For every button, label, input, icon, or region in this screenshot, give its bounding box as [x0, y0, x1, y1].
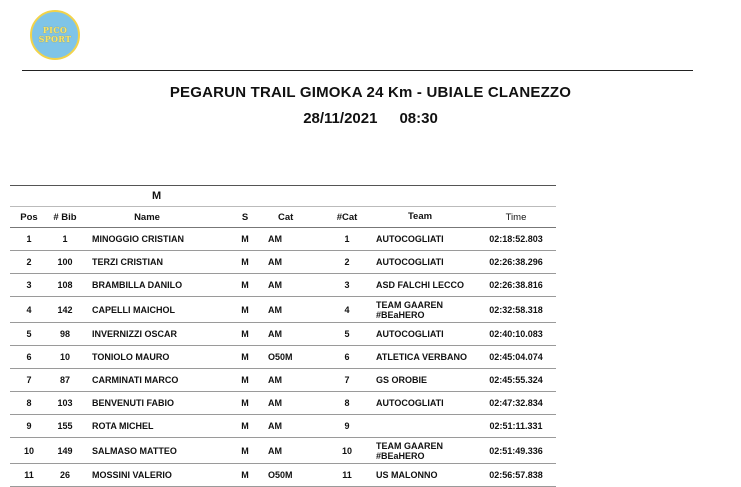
cell-cat-pos: 1: [344, 234, 350, 244]
logo-text-line1: PICO: [42, 25, 68, 35]
cell-sex: M: [241, 398, 249, 408]
event-date: 28/11/2021: [303, 110, 378, 127]
cell-pos: 7: [26, 375, 32, 385]
group-label: M: [152, 190, 162, 202]
cell-cat-pos: 4: [344, 304, 350, 315]
logo-text-line2: SPORT: [38, 34, 72, 44]
header-cat-pos: #Cat: [336, 211, 358, 223]
table-row: [10, 392, 556, 415]
cell-cat-pos: 7: [344, 375, 350, 385]
table-row: [10, 228, 556, 251]
cell-time: 02:26:38.296: [489, 257, 543, 267]
results-rows: [10, 228, 556, 487]
cell-bib: 1: [62, 234, 68, 244]
cell-name: MOSSINI VALERIO: [92, 470, 172, 480]
cell-time: 02:32:58.318: [489, 304, 543, 315]
cell-cat: AM: [268, 421, 282, 431]
cell-sex: M: [241, 304, 249, 315]
table-row: [10, 323, 556, 346]
cell-pos: 10: [23, 445, 34, 456]
cell-cat: AM: [268, 329, 282, 339]
cell-team: AUTOCOGLIATI: [376, 257, 444, 267]
cell-team: AUTOCOGLIATI: [376, 398, 444, 408]
cell-bib: 10: [59, 352, 70, 362]
cell-cat-pos: 5: [344, 329, 350, 339]
cell-team: TEAM GAAREN #BEaHERO: [376, 299, 443, 320]
header-team: Team: [407, 211, 433, 222]
table-row: [10, 369, 556, 392]
cell-team: ATLETICA VERBANO: [376, 352, 467, 362]
table-row: [10, 415, 556, 438]
cell-sex: M: [241, 257, 249, 267]
pico-sport-logo: [30, 10, 80, 60]
cell-team: TEAM GAAREN #BEaHERO: [376, 440, 443, 461]
cell-time: 02:40:10.083: [489, 329, 543, 339]
column-header-row: [10, 207, 556, 228]
cell-team: AUTOCOGLIATI: [376, 234, 444, 244]
cell-pos: 11: [24, 470, 34, 480]
header-name: Name: [134, 211, 160, 223]
table-row: [10, 464, 556, 487]
cell-time: 02:47:32.834: [489, 398, 543, 408]
cell-cat-pos: 6: [344, 352, 350, 362]
cell-pos: 3: [26, 280, 32, 290]
cell-pos: 4: [26, 304, 32, 315]
cell-bib: 103: [57, 398, 73, 408]
cell-name: CAPELLI MAICHOL: [92, 304, 175, 315]
header-bib: # Bib: [53, 211, 77, 223]
event-start-time: 08:30: [399, 110, 438, 127]
cell-cat-pos: 11: [342, 470, 352, 480]
cell-time: 02:56:57.838: [489, 470, 543, 480]
cell-bib: 155: [57, 421, 73, 431]
cell-sex: M: [241, 280, 249, 290]
cell-time: 02:51:11.331: [489, 421, 543, 431]
table-row: [10, 346, 556, 369]
cell-time: 02:18:52.803: [489, 234, 543, 244]
cell-team: ASD FALCHI LECCO: [376, 280, 465, 290]
cell-sex: M: [241, 421, 249, 431]
cell-team: US MALONNO: [376, 470, 438, 480]
cell-cat: AM: [268, 257, 282, 267]
cell-sex: M: [241, 470, 249, 480]
event-date-time: [0, 110, 741, 127]
cell-time: 02:51:49.336: [489, 445, 543, 456]
cell-name: CARMINATI MARCO: [92, 375, 179, 385]
cell-cat-pos: 10: [341, 445, 352, 456]
cell-name: BENVENUTI FABIO: [92, 398, 175, 408]
header-divider: [22, 70, 693, 71]
results-table: [10, 185, 556, 487]
cell-cat: O50M: [268, 470, 293, 480]
table-row: [10, 297, 556, 323]
cell-time: 02:26:38.816: [489, 280, 543, 290]
cell-cat-pos: 9: [344, 421, 350, 431]
cell-cat: AM: [268, 280, 282, 290]
cell-name: SALMASO MATTEO: [92, 445, 177, 456]
cell-cat-pos: 8: [344, 398, 350, 408]
header-sex: S: [241, 211, 249, 223]
cell-team: AUTOCOGLIATI: [376, 329, 444, 339]
cell-time: 02:45:04.074: [489, 352, 543, 362]
cell-pos: 6: [26, 352, 32, 362]
cell-name: MINOGGIO CRISTIAN: [92, 234, 184, 244]
table-row: [10, 251, 556, 274]
cell-cat: AM: [268, 375, 282, 385]
cell-bib: 26: [59, 470, 70, 480]
cell-cat: AM: [268, 234, 282, 244]
cell-time: 02:45:55.324: [489, 375, 543, 385]
header-time: Time: [505, 211, 527, 223]
event-title: PEGARUN TRAIL GIMOKA 24 Km - UBIALE CLANEZZO: [169, 84, 572, 101]
cell-name: ROTA MICHEL: [92, 421, 154, 431]
header-pos: Pos: [20, 211, 38, 223]
cell-bib: 98: [59, 329, 70, 339]
cell-sex: M: [241, 445, 249, 456]
cell-cat-pos: 2: [344, 257, 350, 267]
cell-bib: 108: [57, 280, 73, 290]
table-row: [10, 438, 556, 464]
cell-sex: M: [241, 234, 249, 244]
cell-bib: 100: [57, 257, 73, 267]
cell-pos: 8: [26, 398, 32, 408]
cell-pos: 5: [26, 329, 32, 339]
cell-cat-pos: 3: [344, 280, 350, 290]
cell-bib: 87: [59, 375, 70, 385]
cell-cat: AM: [268, 304, 282, 315]
cell-name: TERZI CRISTIAN: [92, 257, 163, 267]
cell-bib: 149: [57, 445, 73, 456]
cell-pos: 2: [26, 257, 32, 267]
header-cat: Cat: [278, 211, 294, 223]
cell-sex: M: [241, 352, 249, 362]
cell-sex: M: [241, 375, 249, 385]
cell-cat: AM: [268, 445, 282, 456]
table-row: [10, 274, 556, 297]
group-header-row: [10, 185, 556, 207]
cell-bib: 142: [57, 304, 73, 315]
cell-sex: M: [241, 329, 249, 339]
cell-cat: O50M: [268, 352, 293, 362]
cell-name: BRAMBILLA DANILO: [92, 280, 183, 290]
cell-cat: AM: [268, 398, 282, 408]
cell-name: INVERNIZZI OSCAR: [92, 329, 178, 339]
cell-name: TONIOLO MAURO: [92, 352, 170, 362]
cell-team: GS OROBIE: [376, 375, 428, 385]
cell-pos: 1: [26, 234, 32, 244]
cell-pos: 9: [26, 421, 32, 431]
